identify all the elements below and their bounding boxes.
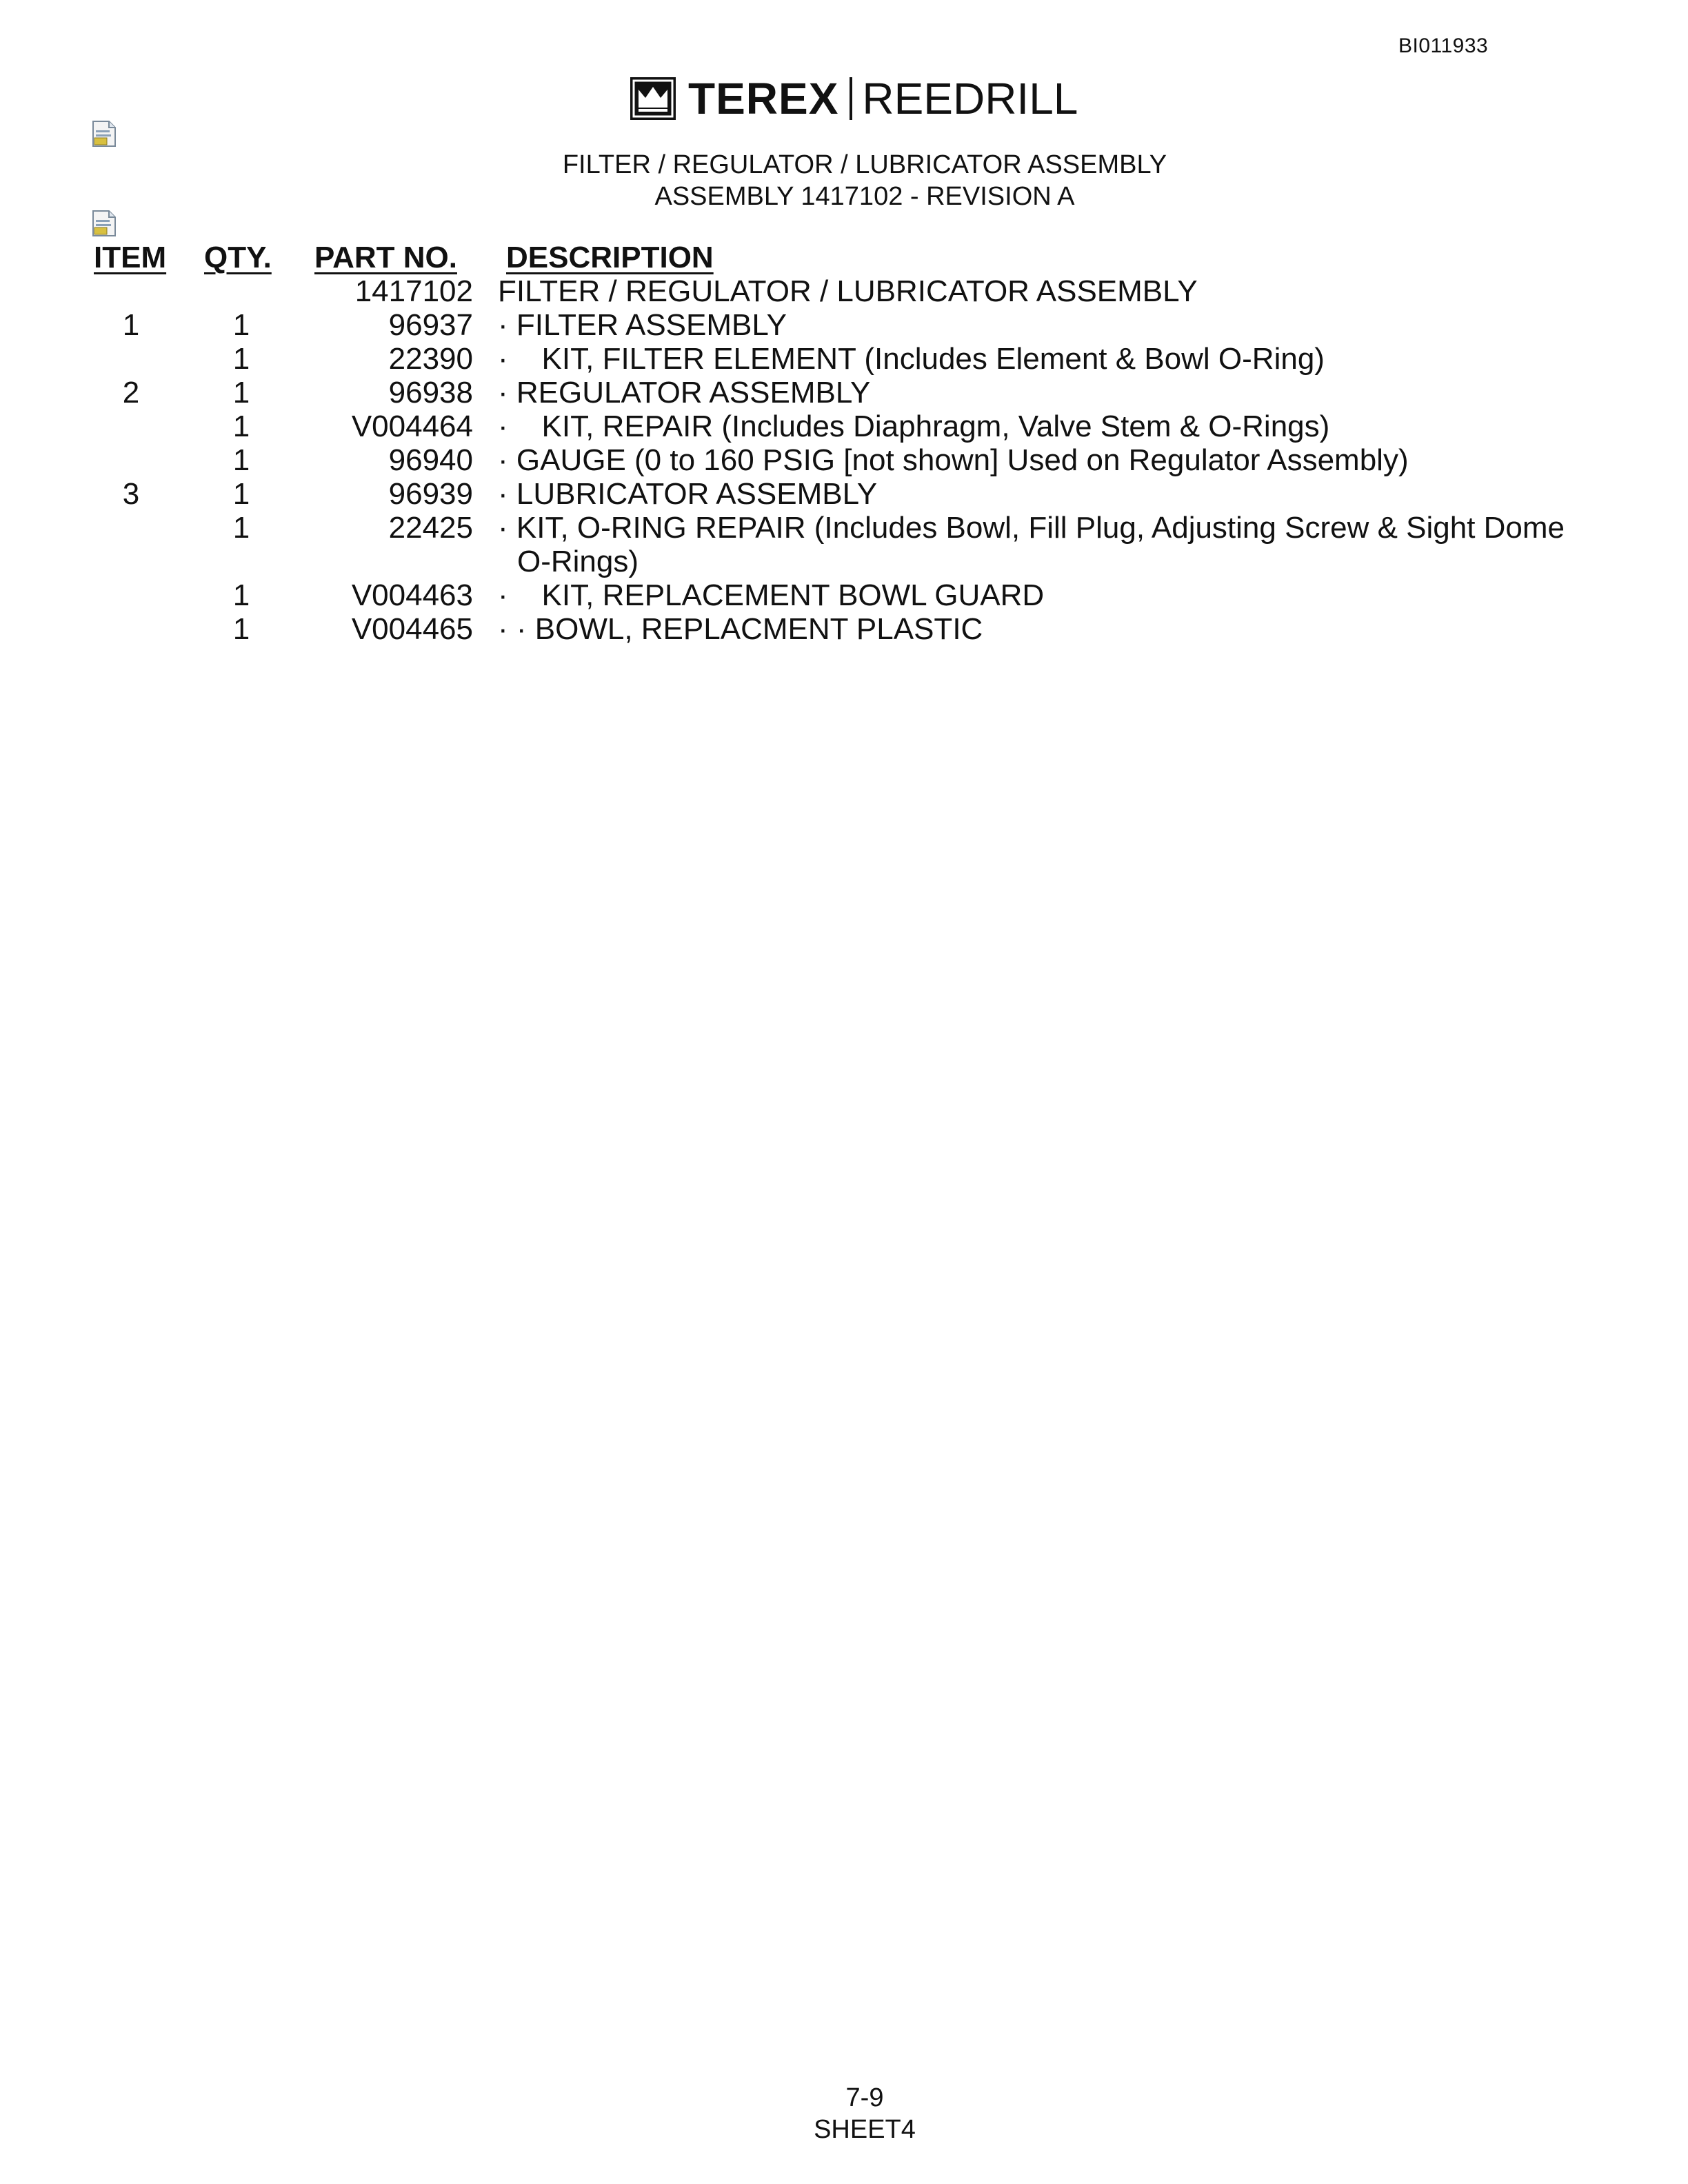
item-cell: 3: [122, 477, 140, 511]
description-cell: · KIT, REPLACEMENT BOWL GUARD: [498, 578, 1045, 612]
part-number-cell: 1417102: [354, 274, 473, 308]
brand-name: TEREX: [688, 74, 839, 123]
table-row: [0, 477, 1688, 511]
qty-cell: 1: [232, 443, 250, 477]
description-cell: FILTER / REGULATOR / LUBRICATOR ASSEMBLY: [498, 274, 1198, 308]
part-number-cell: 96938: [388, 376, 473, 410]
page-number: 7-9: [845, 2083, 884, 2112]
part-number-cell: 22390: [388, 342, 473, 376]
part-number-cell: 96937: [388, 308, 473, 342]
qty-cell: 1: [232, 308, 250, 342]
description-cell: · KIT, FILTER ELEMENT (Includes Element & Bowl O-Ring): [498, 342, 1325, 376]
description-cell: · LUBRICATOR ASSEMBLY: [498, 477, 878, 511]
product-line-name: REEDRILL: [862, 74, 1078, 123]
part-number-cell: V004465: [351, 612, 473, 646]
part-number-cell: V004464: [351, 410, 473, 443]
table-row: [0, 376, 1688, 410]
logo-divider: [850, 77, 852, 120]
column-header-qty: QTY.: [204, 241, 272, 274]
terex-reedrill-logo: [630, 74, 1078, 123]
part-number-cell: 96939: [388, 477, 473, 511]
description-continuation: O-Rings): [517, 545, 639, 578]
document-id: BI011933: [1398, 34, 1489, 57]
qty-cell: 1: [232, 578, 250, 612]
document-subtitle: ASSEMBLY 1417102 - REVISION A: [654, 182, 1075, 211]
table-body: [0, 274, 1688, 646]
embedded-file-icon[interactable]: [91, 120, 117, 148]
description-cell: · REGULATOR ASSEMBLY: [498, 376, 871, 410]
table-row: [0, 274, 1688, 308]
part-number-cell: V004463: [351, 578, 473, 612]
part-number-cell: 96940: [388, 443, 473, 477]
description-cell: · KIT, REPAIR (Includes Diaphragm, Valve Stem & O-Rings): [498, 410, 1330, 443]
table-row: [0, 578, 1688, 612]
qty-cell: 1: [232, 376, 250, 410]
item-cell: 2: [122, 376, 140, 410]
sheet-label: SHEET4: [814, 2115, 916, 2144]
table-row: [0, 511, 1688, 578]
document-title: FILTER / REGULATOR / LUBRICATOR ASSEMBLY: [562, 150, 1167, 179]
qty-cell: 1: [232, 342, 250, 376]
description-cell: · GAUGE (0 to 160 PSIG [not shown] Used on Regulator Assembly): [498, 443, 1409, 477]
table-row: [0, 410, 1688, 443]
description-cell: · KIT, O-RING REPAIR (Includes Bowl, Fill Plug, Adjusting Screw & Sight Dome: [498, 511, 1565, 545]
qty-cell: 1: [232, 477, 250, 511]
qty-cell: 1: [232, 612, 250, 646]
qty-cell: 1: [232, 511, 250, 545]
table-row: [0, 308, 1688, 342]
column-header-description: DESCRIPTION: [506, 241, 714, 274]
item-cell: 1: [122, 308, 140, 342]
table-row: [0, 612, 1688, 646]
part-number-cell: 22425: [388, 511, 473, 545]
table-row: [0, 443, 1688, 477]
column-header-item: ITEM: [94, 241, 167, 274]
description-cell: · · BOWL, REPLACMENT PLASTIC: [498, 612, 983, 646]
table-row: [0, 342, 1688, 376]
column-header-part-no: PART NO.: [314, 241, 457, 274]
qty-cell: 1: [232, 410, 250, 443]
description-cell: · FILTER ASSEMBLY: [498, 308, 787, 342]
embedded-file-icon[interactable]: [91, 210, 117, 237]
terex-crown-logo-icon: [630, 77, 676, 120]
